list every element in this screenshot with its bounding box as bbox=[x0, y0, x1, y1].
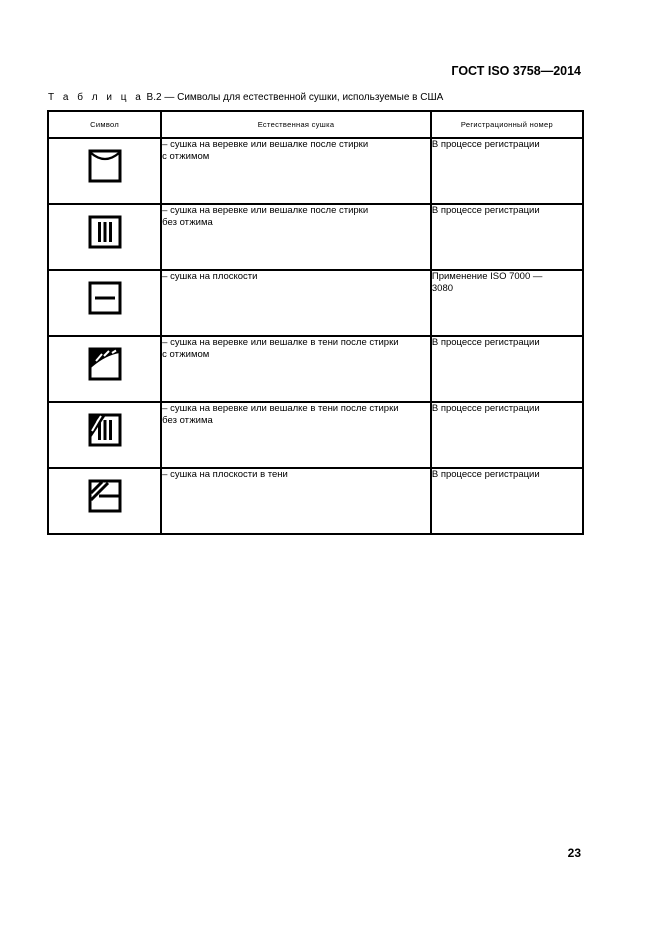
registration-cell bbox=[431, 336, 583, 402]
description-text: – сушка на веревке или вешалке после стирки bbox=[162, 205, 369, 216]
registration-text: В процессе регистрации bbox=[431, 139, 540, 150]
page-number: 23 bbox=[567, 846, 581, 860]
description-text: с отжимом bbox=[162, 151, 210, 162]
description-cell bbox=[161, 204, 431, 270]
registration-text: В процессе регистрации bbox=[431, 205, 540, 216]
standard-id-header: ГОСТ ISO 3758—2014 bbox=[451, 64, 581, 78]
description-cell bbox=[161, 138, 431, 204]
symbol-cell bbox=[48, 336, 161, 402]
symbol-cell bbox=[48, 468, 161, 534]
dry-flat-in-shade-icon bbox=[88, 479, 122, 513]
registration-text: Применение ISO 7000 — bbox=[431, 271, 543, 282]
description-cell bbox=[161, 336, 431, 402]
table-row bbox=[48, 138, 583, 204]
registration-cell bbox=[431, 402, 583, 468]
registration-cell bbox=[431, 204, 583, 270]
table-row bbox=[48, 204, 583, 270]
registration-text: В процессе регистрации bbox=[431, 337, 540, 348]
description-text: – сушка на веревке или вешалке в тени после стирки bbox=[162, 337, 399, 348]
description-text: – сушка на веревке или вешалке после стирки bbox=[162, 139, 369, 150]
line-dry-icon bbox=[88, 149, 122, 183]
table-caption-prefix: Т а б л и ц а bbox=[48, 92, 144, 103]
symbol-cell bbox=[48, 270, 161, 336]
registration-text: В процессе регистрации bbox=[431, 469, 540, 480]
registration-text: 3080 bbox=[431, 283, 454, 294]
table-row bbox=[48, 468, 583, 534]
drying-symbols-table bbox=[47, 110, 584, 535]
symbol-cell bbox=[48, 402, 161, 468]
symbol-cell bbox=[48, 204, 161, 270]
table-row bbox=[48, 336, 583, 402]
registration-text: В процессе регистрации bbox=[431, 403, 540, 414]
column-header-registration-number: Регистрационный номер bbox=[431, 111, 583, 138]
description-text: без отжима bbox=[162, 217, 213, 228]
description-cell bbox=[161, 468, 431, 534]
column-header-symbol: Символ bbox=[48, 111, 161, 138]
table-row bbox=[48, 402, 583, 468]
description-text: без отжима bbox=[162, 415, 213, 426]
registration-cell bbox=[431, 468, 583, 534]
line-dry-in-shade-icon bbox=[88, 347, 122, 381]
registration-cell bbox=[431, 270, 583, 336]
table-row bbox=[48, 270, 583, 336]
registration-cell bbox=[431, 138, 583, 204]
description-cell bbox=[161, 402, 431, 468]
table-caption-text: В.2 — Символы для естественной сушки, используемые в США bbox=[143, 92, 444, 103]
drip-dry-in-shade-icon bbox=[88, 413, 122, 447]
table-caption bbox=[48, 92, 443, 103]
dry-flat-icon bbox=[88, 281, 122, 315]
description-text: – сушка на плоскости в тени bbox=[162, 469, 288, 480]
description-text: с отжимом bbox=[162, 349, 210, 360]
description-text: – сушка на плоскости bbox=[162, 271, 258, 282]
drip-dry-icon bbox=[88, 215, 122, 249]
description-text: – сушка на веревке или вешалке в тени после стирки bbox=[162, 403, 399, 414]
symbol-cell bbox=[48, 138, 161, 204]
description-cell bbox=[161, 270, 431, 336]
column-header-natural-drying: Естественная сушка bbox=[161, 111, 431, 138]
table-header-row bbox=[48, 111, 583, 138]
